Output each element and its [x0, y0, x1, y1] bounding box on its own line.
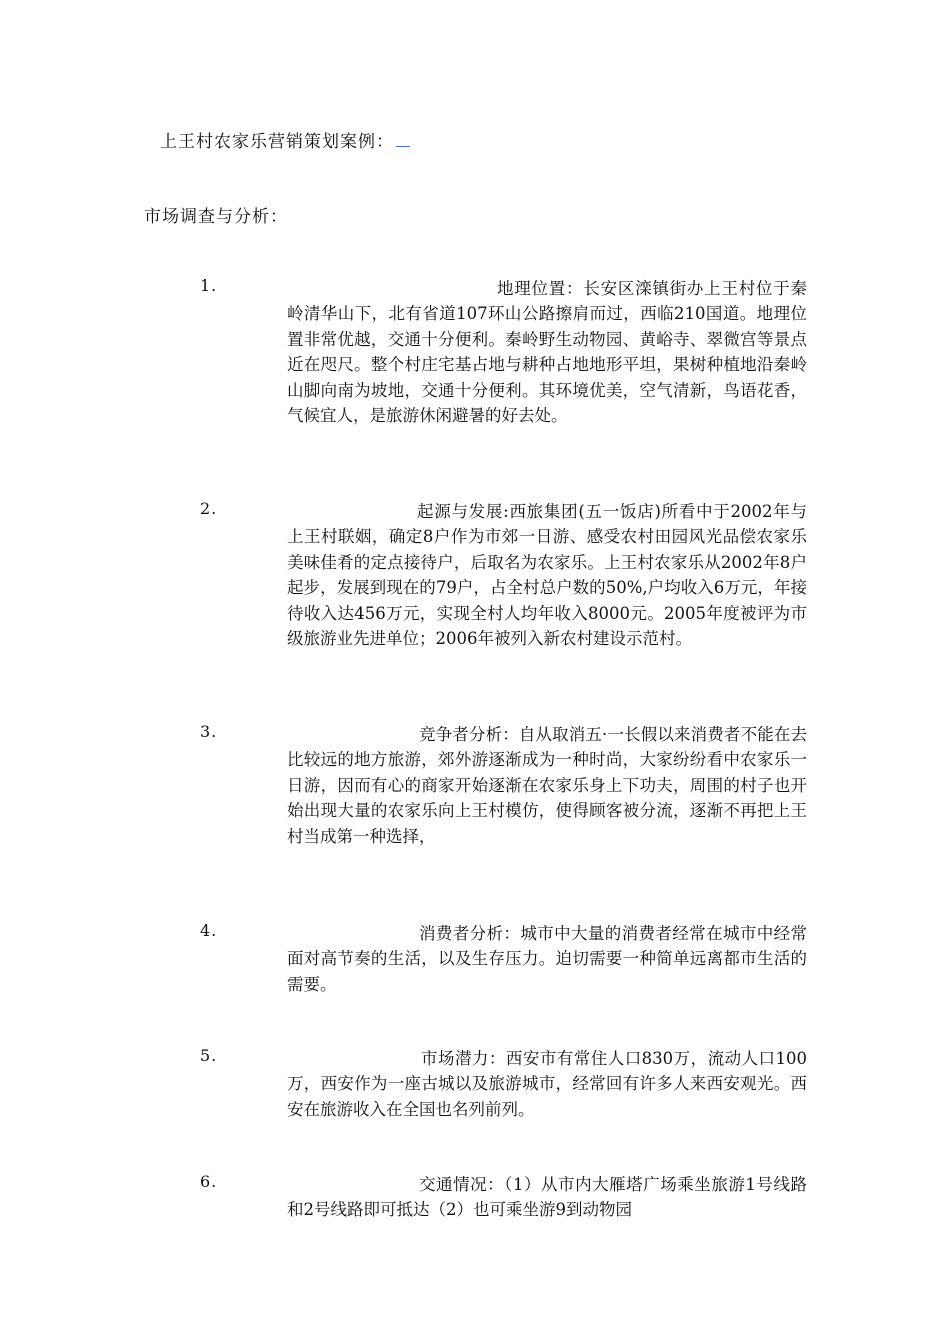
document-title — [160, 127, 410, 152]
list-item-text: 地理位置：长安区滦镇街办上王村位于秦岭清华山下，北有省道107环山公路擦肩而过，西临210国道。地理位置非常优越，交通十分便利。秦岭野生动物园、黄峪寺、翠微宫等景点近在咫尺。整个村庄宅基占地与耕种占地地形平坦，果树种植地沿秦岭山脚向南为坡地，交通十分便利。其环境优美，空气清新，鸟语花香，气候宜人，是旅游休闲避暑的好去处。 — [287, 279, 807, 426]
list-item-number: 3. — [200, 722, 218, 741]
document-title-text: 上王村农家乐营销策划案例： — [160, 132, 394, 152]
list-item-text: 市场潜力：西安市有常住人口830万，流动人口100万，西安作为一座古城以及旅游城市，经常回有许多人来西安观光。西安在旅游收入在全国也名列前列。 — [287, 1049, 807, 1119]
list-item-number: 1. — [200, 276, 218, 295]
list-item-number: 4. — [200, 921, 218, 940]
list-item-text: 竞争者分析：自从取消五·一长假以来消费者不能在去比较远的地方旅游，郊外游逐渐成为一种时尚，大家纷纷看中农家乐一日游，因而有心的商家开始逐渐在农家乐身上下功夫，周围的村子也开始出现大量的农家乐向上王村模仿，使得顾客被分流，逐渐不再把上王村当成第一种选择， — [287, 725, 807, 846]
list-item-text: 消费者分析：城市中大量的消费者经常在城市中经常面对高节奏的生活，以及生存压力。迫切需要一种简单远离都市生活的需要。 — [287, 924, 807, 994]
list-item-number: 6. — [200, 1172, 218, 1191]
list-item-text: 起源与发展:西旅集团(五一饭店)所看中于2002年与上王村联姻，确定8户作为市郊一日游、感受农村田园风光品偿农家乐美味佳肴的定点接待户，后取名为农家乐。上王村农家乐从2002年8户起步，发展到现在的79户，占全村总户数的50%,户均收入6万元，年接待收入达456万元，实现全村人均年收入8000元。2005年度被评为市级旅游业先进单位；2006年被列入新农村建设示范村。 — [287, 502, 807, 649]
section-heading: 市场调查与分析： — [144, 207, 288, 227]
list-item-text: 交通情况：（1）从市内大雁塔广场乘坐旅游1号线路和2号线路即可抵达（2）也可乘坐游9到动物园 — [287, 1175, 807, 1220]
title-hyperlink-mark[interactable] — [396, 132, 410, 147]
list-item-number: 5. — [200, 1046, 218, 1065]
list-item-number: 2. — [200, 499, 218, 518]
